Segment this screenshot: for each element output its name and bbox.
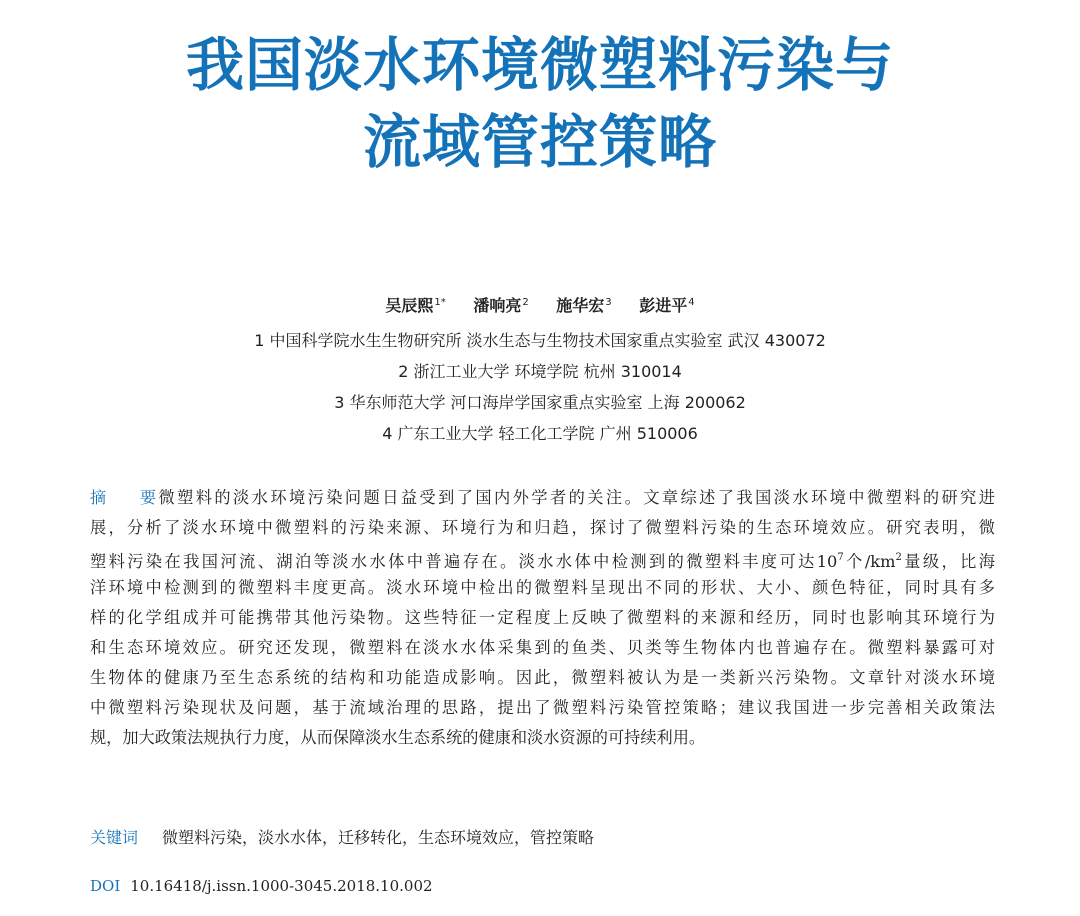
- abstract-line: 中微塑料污染现状及问题，基于流域治理的思路，提出了微塑料污染管控策略；建议我国进一步完善相关政策法: [90, 698, 995, 717]
- abstract-label: 摘要: [90, 488, 156, 507]
- abstract-text: 塑料污染在我国河流、湖泊等淡水水体中普遍存在。淡水水体中检测到的微塑料丰度可达10: [90, 552, 838, 571]
- abstract-line: [90, 483, 995, 513]
- paper-title-line-1: 我国淡水环境微塑料污染与: [185, 31, 894, 99]
- affiliation-2: 2 浙江工业大学 环境学院 杭州 310014: [398, 362, 682, 381]
- abstract: [90, 483, 995, 753]
- abstract-line: 展，分析了淡水环境中微塑料的污染来源、环境行为和归趋，探讨了微塑料污染的生态环境效应。研究表明，微: [90, 518, 995, 537]
- doi: [90, 875, 995, 897]
- author-affiliation-mark: 2: [522, 297, 529, 308]
- abstract-text: 微塑料的淡水环境污染问题日益受到了国内外学者的关注。文章综述了我国淡水环境中微塑料的研究进: [156, 488, 995, 507]
- author-name: 施华宏: [556, 296, 605, 315]
- abstract-line: [90, 543, 995, 573]
- paper-title-line-2: 流域管控策略: [362, 108, 717, 176]
- author: [556, 293, 611, 316]
- abstract-line: 和生态环境效应。研究还发现，微塑料在淡水水体采集到的鱼类、贝类等生物体内也普遍存在。微塑料暴露可对: [90, 638, 995, 657]
- author: [385, 293, 445, 316]
- doi-value[interactable]: 10.16418/j.issn.1000-3045.2018.10.002: [130, 877, 433, 895]
- author-list: [0, 293, 1080, 316]
- author: [473, 293, 528, 316]
- author-affiliation-mark: 3: [605, 297, 612, 308]
- abstract-superscript: 7: [837, 552, 844, 563]
- author-name: 潘响亮: [473, 296, 522, 315]
- keywords-text: 微塑料污染，淡水水体，迁移转化，生态环境效应，管控策略: [162, 828, 595, 847]
- abstract-superscript: 2: [895, 552, 902, 563]
- keywords-label: 关键词: [90, 828, 139, 847]
- doi-label: DOI: [90, 877, 121, 895]
- author: [639, 293, 694, 316]
- author-affiliation-mark: 1*: [434, 297, 446, 308]
- affiliation-3: 3 华东师范大学 河口海岸学国家重点实验室 上海 200062: [334, 393, 746, 412]
- abstract-text: 个/km: [843, 552, 896, 571]
- abstract-line: 洋环境中检测到的微塑料丰度更高。淡水环境中检出的微塑料呈现出不同的形状、大小、颜色特征，同时具有多: [90, 578, 995, 597]
- keywords: [90, 826, 995, 850]
- abstract-text: 量级，比海: [901, 552, 995, 571]
- affiliation-1: 1 中国科学院水生生物研究所 淡水生态与生物技术国家重点实验室 武汉 430072: [254, 331, 826, 350]
- author-name: 彭进平: [639, 296, 688, 315]
- author-affiliation-mark: 4: [688, 297, 695, 308]
- abstract-line: 规，加大政策法规执行力度，从而保障淡水生态系统的健康和淡水资源的可持续利用。: [90, 728, 706, 747]
- abstract-line: 生物体的健康乃至生态系统的结构和功能造成影响。因此，微塑料被认为是一类新兴污染物。文章针对淡水环境: [90, 668, 995, 687]
- affiliation-4: 4 广东工业大学 轻工化工学院 广州 510006: [382, 424, 698, 443]
- abstract-line: 样的化学组成并可能携带其他污染物。这些特征一定程度上反映了微塑料的来源和经历，同时也影响其环境行为: [90, 608, 995, 627]
- author-name: 吴辰熙: [385, 296, 434, 315]
